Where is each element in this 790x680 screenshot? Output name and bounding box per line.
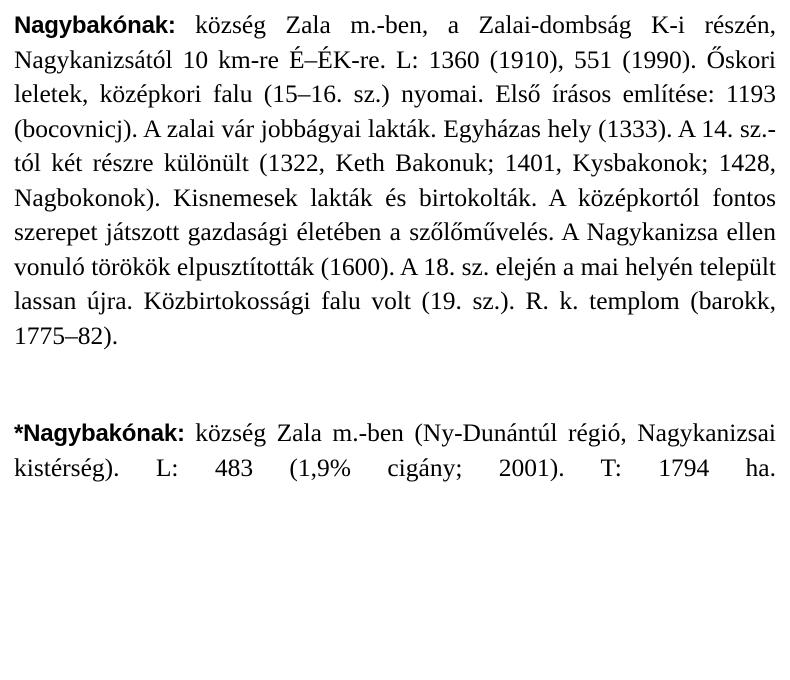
entry-nagybakonak-primary: [14, 8, 776, 388]
entry-headword: Nagybakónak:: [14, 12, 176, 39]
entry-nagybakonak-secondary: [14, 416, 776, 520]
entry-headword: *Nagybakónak:: [14, 420, 185, 448]
entry-body: község Zala m.-ben, a Zalai-dombság K-i részén, Nagykanizsától 10 km-re É–ÉK-re. L: 1360 (1910), 551 (1990). Őskori leletek, középkori falu (15–16. sz.) nyomai. Első írásos említése: 1193 (bocovnicj). A zalai vár jobbágyai lakták. Egyházas hely (1333). A 14. sz.-tól két részre különült (1322, Keth Bakonuk; 1401, Kysbakonok; 1428, Nagbokonok). Kisnemesek lakták és birtokolták. A középkortól fontos szerepet játszott gazdasági életében a szőlőművelés. A Nagykanizsa ellen vonuló törökök elpusztították (1600). A 18. sz. elején a mai helyén települt lassan újra. Közbirtokossági falu volt (19. sz.). R. k. templom (barokk, 1775–82).: [14, 10, 776, 350]
entry-body: község Zala m.-ben (Ny-Dunántúl régió, Nagykanizsai kistérség). L: 483 (1,9% cigány; 2001). T: 1794 ha.: [14, 418, 776, 482]
